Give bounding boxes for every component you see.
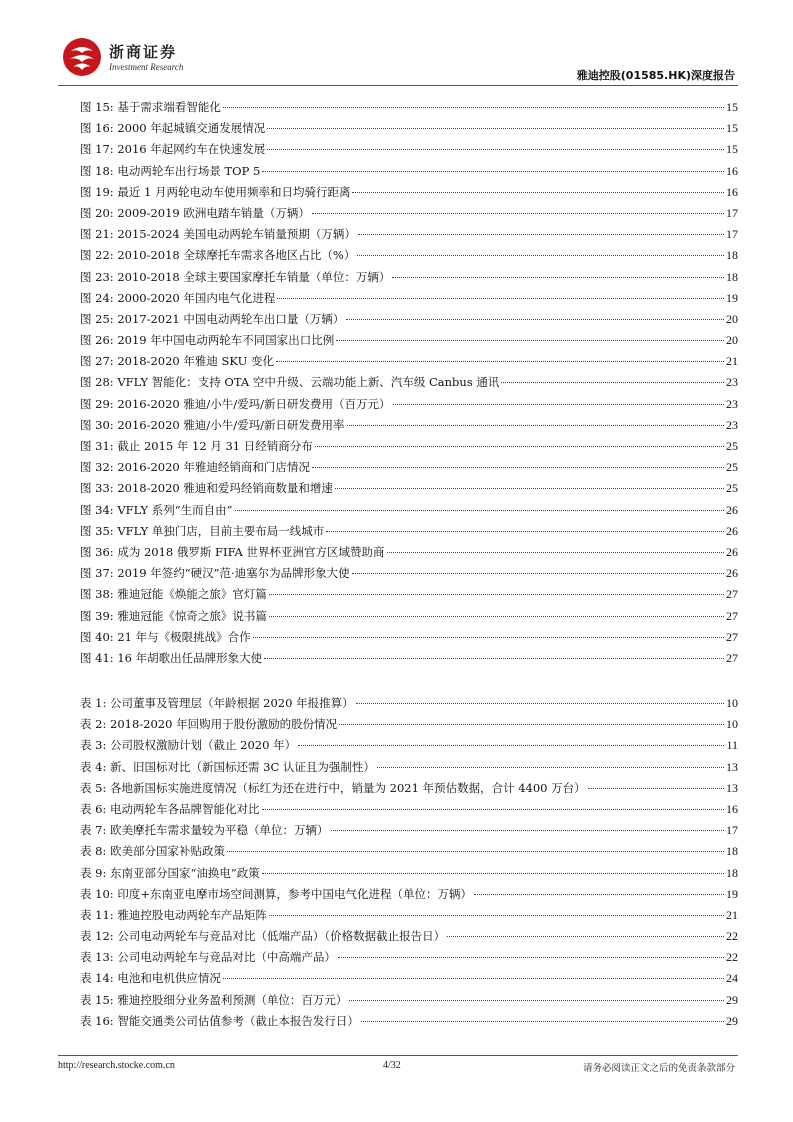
table-entry[interactable]: [80, 841, 738, 862]
dot-leader: [267, 149, 724, 150]
figure-entry[interactable]: [80, 457, 738, 478]
table-entry[interactable]: [80, 990, 738, 1011]
figure-entry-page-number: 21: [726, 354, 738, 369]
table-entry-page-number: 10: [726, 717, 738, 732]
figure-entry-page-number: 20: [726, 311, 738, 326]
figure-entry[interactable]: [80, 267, 738, 288]
table-entry-label: 表 2: 2018-2020 年回购用于股份激励的股份情况: [80, 717, 338, 732]
table-entry-label: 表 4: 新、旧国标对比（新国标还需 3C 认证且为强制性）: [80, 759, 375, 774]
table-entry[interactable]: [80, 799, 738, 820]
dot-leader: [361, 1021, 724, 1022]
figure-entry-page-number: 15: [726, 100, 738, 114]
dot-leader: [223, 978, 724, 979]
table-entry-page-number: 21: [726, 907, 738, 922]
figure-entry[interactable]: [80, 436, 738, 457]
dot-leader: [223, 107, 724, 108]
table-entry-label: 表 16: 智能交通类公司估值参考（截止本报告发行日）: [80, 1013, 359, 1028]
dot-leader: [336, 340, 724, 341]
figure-entry-label: 图 33: 2018-2020 雅迪和爱玛经销商数量和增速: [80, 481, 333, 496]
figure-entry-label: 图 21: 2015-2024 美国电动两轮车销量预期（万辆）: [80, 227, 356, 242]
figure-entry-label: 图 28: VFLY 智能化：支持 OTA 空中升级、云端功能上新、汽车级 Canbus 通讯: [80, 375, 500, 390]
dot-leader: [298, 745, 724, 746]
table-entry[interactable]: [80, 820, 738, 841]
figure-entry[interactable]: [80, 288, 738, 309]
dot-leader: [276, 361, 724, 362]
header-divider: [58, 85, 738, 86]
dot-leader: [277, 298, 724, 299]
table-index-list: [80, 693, 738, 1032]
figure-index-list: [80, 97, 738, 669]
figure-entry-label: 图 32: 2016-2020 年雅迪经销商和门店情况: [80, 460, 310, 475]
table-entry-page-number: 29: [726, 1013, 738, 1028]
table-entry-page-number: 11: [726, 738, 738, 753]
figure-entry-page-number: 26: [726, 544, 738, 559]
figure-entry[interactable]: [80, 245, 738, 266]
table-entry-label: 表 11: 雅迪控股电动两轮车产品矩阵: [80, 907, 267, 922]
dot-leader: [331, 830, 725, 831]
logo-chinese-name: 浙商证券: [109, 43, 178, 61]
page-number: 4/32: [383, 1060, 401, 1071]
dot-leader: [347, 425, 724, 426]
figure-entry-page-number: 26: [726, 566, 738, 581]
table-entry-page-number: 19: [726, 886, 738, 901]
figure-entry-label: 图 35: VFLY 单独门店，目前主要布局一线城市: [80, 523, 325, 538]
table-entry-page-number: 13: [726, 780, 738, 795]
figure-entry-label: 图 20: 2009-2019 欧洲电踏车销量（万辆）: [80, 205, 310, 220]
figure-entry[interactable]: [80, 627, 738, 648]
figure-entry[interactable]: [80, 521, 738, 542]
dot-leader: [387, 552, 724, 553]
table-entry-label: 表 12: 公司电动两轮车与竞品对比（低端产品）（价格数据截止报告日）: [80, 929, 446, 944]
dot-leader: [262, 171, 724, 172]
dot-leader: [326, 531, 724, 532]
dot-leader: [352, 192, 724, 193]
footer-divider: [58, 1055, 738, 1056]
dot-leader: [335, 488, 724, 489]
dot-leader: [393, 404, 724, 405]
figure-entry[interactable]: [80, 478, 738, 499]
figure-entry[interactable]: [80, 203, 738, 224]
figure-entry-label: 图 26: 2019 年中国电动两轮车不同国家出口比例: [80, 333, 335, 348]
table-entry-label: 表 1: 公司董事及管理层（年龄根据 2020 年报推算）: [80, 696, 354, 710]
figure-entry-page-number: 27: [726, 629, 738, 644]
table-entry-label: 表 8: 欧美部分国家补贴政策: [80, 844, 226, 859]
table-entry-page-number: 13: [726, 759, 738, 774]
figure-entry-page-number: 17: [726, 227, 738, 242]
figure-entry-page-number: 15: [726, 142, 738, 157]
figure-entry-page-number: 19: [726, 290, 738, 305]
figure-entry-page-number: 27: [726, 587, 738, 602]
dot-leader: [377, 767, 724, 768]
table-entry-label: 表 5: 各地新国标实施进度情况（标红为还在进行中，销量为 2021 年预估数据，合计 4400 万台）: [80, 780, 586, 795]
figure-entry-page-number: 20: [726, 333, 738, 348]
table-entry[interactable]: [80, 714, 738, 735]
figure-entry-page-number: 26: [726, 523, 738, 538]
figure-entry[interactable]: [80, 542, 738, 563]
figure-entry-label: 图 38: 雅迪冠能《焕能之旅》官灯篇: [80, 587, 267, 602]
dot-leader: [269, 594, 724, 595]
dot-leader: [269, 616, 724, 617]
dot-leader: [267, 128, 724, 129]
figure-entry-label: 图 41: 16 年胡歌出任品牌形象大使: [80, 650, 263, 665]
dot-leader: [262, 809, 724, 810]
dot-leader: [352, 573, 724, 574]
dot-leader: [358, 234, 724, 235]
dot-leader: [264, 658, 724, 659]
figure-entry[interactable]: [80, 563, 738, 584]
table-entry[interactable]: [80, 1011, 738, 1032]
dot-leader: [312, 213, 724, 214]
logo-english-name: Investment Research: [109, 62, 184, 72]
figure-entry-label: 图 40: 21 年与《极限挑战》合作: [80, 629, 251, 644]
figure-entry-label: 图 18: 电动两轮车出行场景 TOP 5: [80, 163, 261, 178]
table-entry[interactable]: [80, 926, 738, 947]
dot-leader: [235, 510, 724, 511]
table-entry-label: 表 10: 印度+东南亚电摩市场空间测算，参考中国电气化进程（单位：万辆）: [80, 886, 472, 901]
figure-entry-label: 图 29: 2016-2020 雅迪/小牛/爱玛/新日研发费用（百万元）: [80, 396, 391, 411]
table-entry[interactable]: [80, 757, 738, 778]
figure-entry-label: 图 31: 截止 2015 年 12 月 31 日经销商分布: [80, 439, 313, 453]
table-entry[interactable]: [80, 778, 738, 799]
figure-entry[interactable]: [80, 351, 738, 372]
figure-entry[interactable]: [80, 584, 738, 605]
table-entry-label: 表 13: 公司电动两轮车与竞品对比（中高端产品）: [80, 950, 336, 965]
dot-leader: [312, 467, 724, 468]
figure-entry[interactable]: [80, 415, 738, 436]
figure-entry[interactable]: [80, 309, 738, 330]
dot-leader: [338, 957, 724, 958]
figure-entry[interactable]: [80, 500, 738, 521]
figure-entry-page-number: 23: [726, 375, 738, 390]
table-entry-label: 表 6: 电动两轮车各品牌智能化对比: [80, 801, 260, 816]
table-entry[interactable]: [80, 884, 738, 905]
dot-leader: [346, 319, 724, 320]
figure-entry[interactable]: [80, 606, 738, 627]
figure-entry-page-number: 16: [726, 163, 738, 178]
figure-entry-label: 图 39: 雅迪冠能《惊奇之旅》说书篇: [80, 608, 267, 623]
figure-entry-page-number: 25: [726, 439, 738, 453]
figure-entry-page-number: 27: [726, 608, 738, 623]
figure-entry-label: 图 30: 2016-2020 雅迪/小牛/爱玛/新日研发费用率: [80, 417, 345, 432]
dot-leader: [253, 637, 724, 638]
figure-entry-label: 图 27: 2018-2020 年雅迪 SKU 变化: [80, 354, 274, 369]
table-entry[interactable]: [80, 947, 738, 968]
dot-leader: [501, 382, 724, 383]
figure-entry[interactable]: [80, 139, 738, 160]
figure-entry-label: 图 24: 2000-2020 年国内电气化进程: [80, 290, 276, 305]
table-entry[interactable]: [80, 968, 738, 989]
figure-entry-page-number: 23: [726, 417, 738, 432]
footer-disclaimer: 请务必阅读正文之后的免责条款部分: [582, 1063, 735, 1074]
figure-entry[interactable]: [80, 372, 738, 393]
dot-leader: [392, 277, 724, 278]
table-entry[interactable]: [80, 905, 738, 926]
dot-leader: [269, 915, 724, 916]
figure-entry[interactable]: [80, 97, 738, 118]
page-header: [0, 0, 793, 90]
figure-entry-label: 图 36: 成为 2018 俄罗斯 FIFA 世界杯亚洲官方区域赞助商: [80, 544, 385, 559]
table-entry-page-number: 22: [726, 950, 738, 965]
figure-entry-page-number: 23: [726, 396, 738, 411]
table-entry-page-number: 29: [726, 992, 738, 1007]
dot-leader: [356, 703, 724, 704]
table-entry-page-number: 10: [726, 696, 738, 710]
figure-entry-label: 图 16: 2000 年起城镇交通发展情况: [80, 121, 266, 136]
figure-entry[interactable]: [80, 648, 738, 669]
dot-leader: [447, 936, 724, 937]
zheshang-logo-icon: [62, 37, 102, 77]
figure-entry[interactable]: [80, 330, 738, 351]
figure-entry[interactable]: [80, 118, 738, 139]
dot-leader: [349, 1000, 724, 1001]
table-entry-page-number: 24: [726, 971, 738, 986]
dot-leader: [357, 255, 724, 256]
figure-entry-page-number: 27: [726, 650, 738, 665]
figure-entry-page-number: 18: [726, 248, 738, 263]
figure-entry-page-number: 18: [726, 269, 738, 284]
table-entry-page-number: 18: [726, 844, 738, 859]
figure-entry[interactable]: [80, 182, 738, 203]
table-entry-label: 表 3: 公司股权激励计划（截止 2020 年）: [80, 738, 297, 753]
figure-entry-label: 图 25: 2017-2021 中国电动两轮车出口量（万辆）: [80, 311, 345, 326]
table-entry[interactable]: [80, 735, 738, 756]
figure-entry-label: 图 22: 2010-2018 全球摩托车需求各地区占比（%）: [80, 248, 356, 263]
figure-entry-label: 图 23: 2010-2018 全球主要国家摩托车销量（单位：万辆）: [80, 269, 391, 284]
table-entry[interactable]: [80, 863, 738, 884]
figure-entry[interactable]: [80, 161, 738, 182]
dot-leader: [227, 851, 724, 852]
figure-entry[interactable]: [80, 394, 738, 415]
figure-entry-label: 图 15: 基于需求端看智能化: [80, 100, 221, 114]
table-entry-label: 表 14: 电池和电机供应情况: [80, 971, 221, 986]
figure-entry-label: 图 37: 2019 年签约“硬汉”范·迪塞尔为品牌形象大使: [80, 566, 350, 581]
report-title: 雅迪控股(01585.HK)深度报告: [576, 69, 735, 82]
figure-entry-page-number: 16: [726, 184, 738, 199]
footer-url-link[interactable]: http://research.stocke.com.cn: [58, 1060, 175, 1071]
table-entry[interactable]: [80, 693, 738, 714]
table-entry-page-number: 18: [726, 865, 738, 880]
figure-entry-label: 图 17: 2016 年起网约车在快速发展: [80, 142, 266, 157]
figure-entry-page-number: 26: [726, 502, 738, 517]
figure-entry-page-number: 15: [726, 121, 738, 136]
figure-entry-label: 图 34: VFLY 系列“生而自由”: [80, 502, 233, 517]
figure-entry-label: 图 19: 最近 1 月两轮电动车使用频率和日均骑行距离: [80, 184, 351, 199]
dot-leader: [588, 788, 724, 789]
table-entry-label: 表 7: 欧美摩托车需求量较为平稳（单位：万辆）: [80, 823, 329, 838]
table-entry-label: 表 9: 东南亚部分国家“油换电”政策: [80, 865, 260, 880]
figure-entry-page-number: 25: [726, 460, 738, 475]
figure-entry-page-number: 25: [726, 481, 738, 496]
table-entry-label: 表 15: 雅迪控股细分业务盈利预测（单位：百万元）: [80, 992, 348, 1007]
figure-entry[interactable]: [80, 224, 738, 245]
dot-leader: [474, 894, 724, 895]
figure-entry-page-number: 17: [726, 205, 738, 220]
dot-leader: [262, 873, 724, 874]
dot-leader: [339, 724, 724, 725]
table-entry-page-number: 17: [726, 823, 738, 838]
dot-leader: [315, 446, 724, 447]
table-entry-page-number: 16: [726, 801, 738, 816]
table-entry-page-number: 22: [726, 929, 738, 944]
